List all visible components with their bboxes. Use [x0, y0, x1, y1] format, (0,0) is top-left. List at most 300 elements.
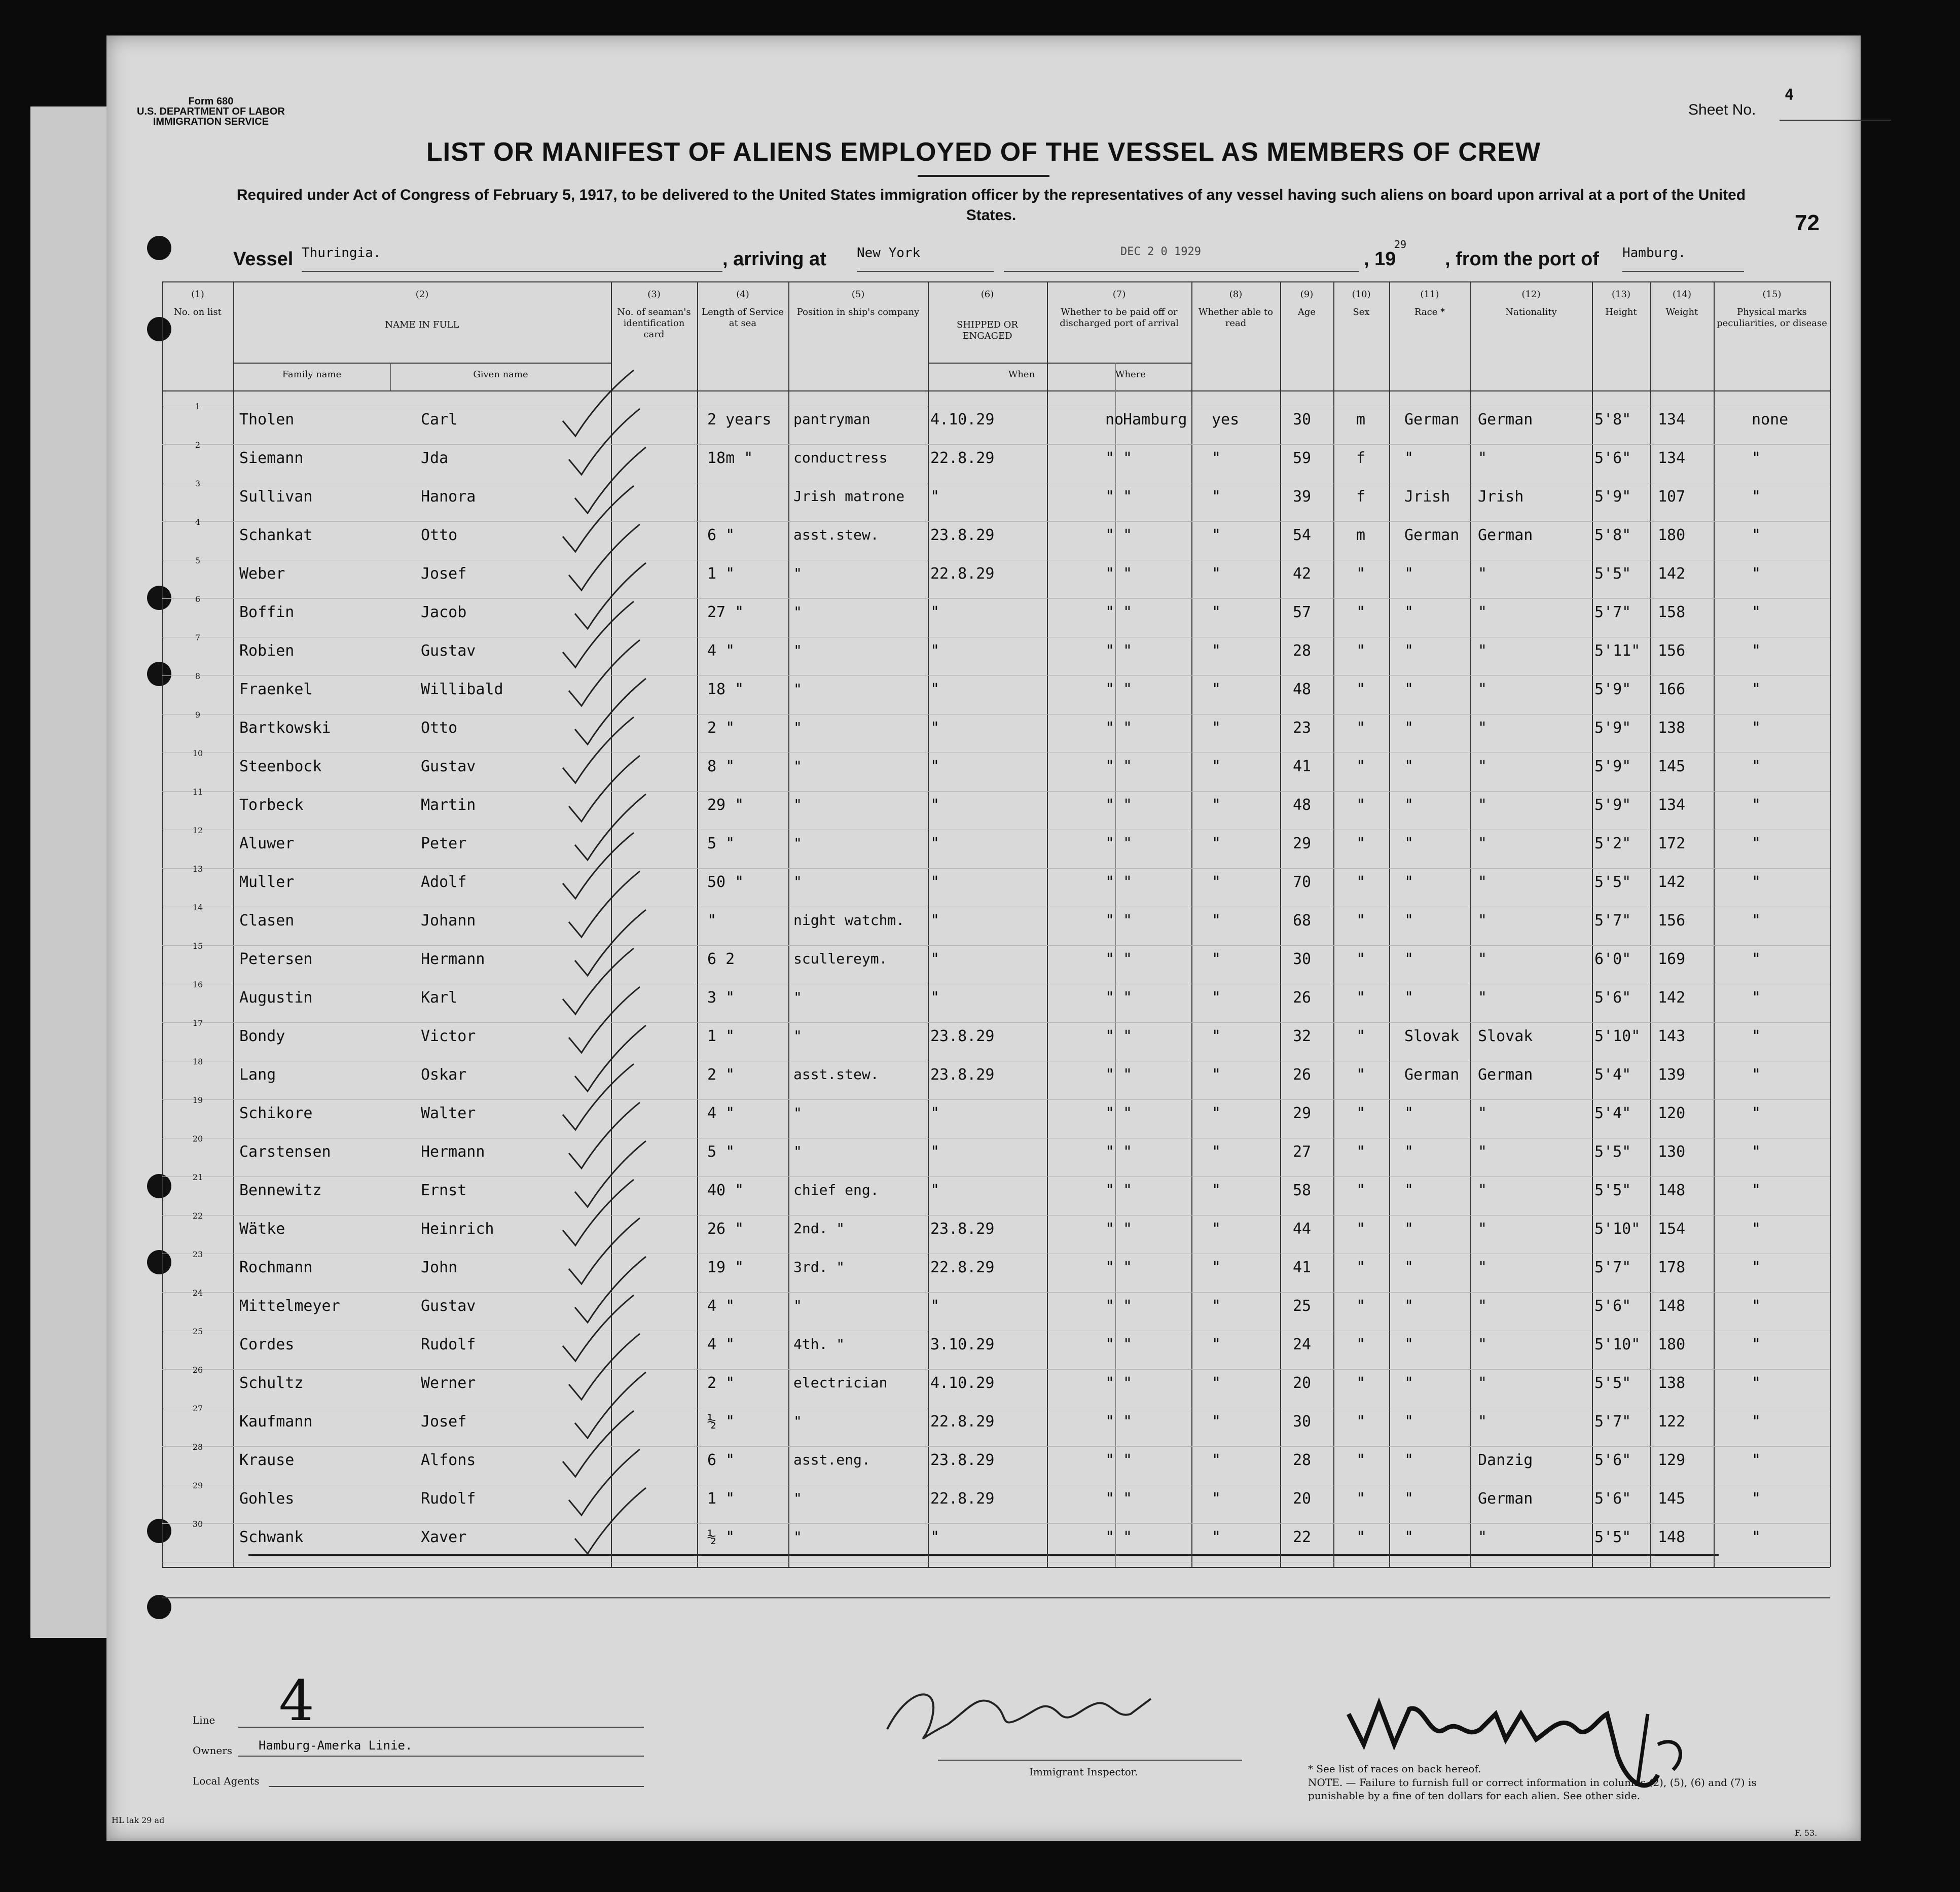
cell-sex: " — [1356, 603, 1366, 621]
cell-nat: " — [1478, 835, 1487, 852]
cell-paid: " — [1105, 835, 1115, 852]
cell-when: " — [930, 1182, 940, 1199]
column-rule — [1650, 281, 1651, 1567]
cell-weight: 138 — [1658, 719, 1686, 737]
row-number: 21 — [192, 1172, 203, 1182]
arriving-port: New York — [857, 245, 921, 261]
row-rule — [162, 714, 1830, 715]
cell-given: Josef — [421, 1413, 467, 1431]
cell-sex: m — [1356, 411, 1366, 429]
sheet-number-value: 4 — [1785, 86, 1794, 104]
cell-given: Oskar — [421, 1066, 467, 1084]
cell-marks: " — [1752, 835, 1761, 852]
cell-position: " — [793, 989, 802, 1006]
shipped-subheader-rule — [928, 363, 1191, 364]
cell-race: German — [1404, 526, 1460, 544]
cell-height: 5'10" — [1594, 1220, 1641, 1238]
cell-age: 20 — [1293, 1374, 1312, 1392]
cell-where: " — [1123, 873, 1133, 891]
cell-height: 5'6" — [1594, 1297, 1631, 1315]
year-label: , 19 — [1364, 248, 1396, 270]
cell-marks: " — [1752, 1104, 1761, 1122]
cell-given: Walter — [421, 1104, 476, 1122]
cell-where: " — [1123, 642, 1133, 660]
cell-nat: " — [1478, 1336, 1487, 1353]
cell-sex: " — [1356, 1066, 1366, 1084]
cell-position: asst.eng. — [793, 1451, 870, 1468]
cell-sex: f — [1356, 488, 1366, 506]
cell-family: Bartkowski — [239, 719, 331, 737]
cell-paid: " — [1105, 1374, 1115, 1392]
cell-read: " — [1212, 1143, 1221, 1161]
cell-read: " — [1212, 1104, 1221, 1122]
cell-read: " — [1212, 449, 1221, 467]
cell-service: 4 " — [707, 1297, 735, 1315]
cell-paid: " — [1105, 1143, 1115, 1161]
cell-age: 30 — [1293, 950, 1312, 968]
row-rule — [162, 675, 1830, 676]
cell-family: Krause — [239, 1451, 295, 1469]
cell-when: " — [930, 950, 940, 968]
page-title: LIST OR MANIFEST OF ALIENS EMPLOYED OF THE VESSEL AS MEMBERS OF CREW — [426, 137, 1541, 167]
cell-marks: " — [1752, 719, 1761, 737]
cell-where: " — [1123, 1374, 1133, 1392]
paid-off-header: Whether to be paid off or discharged port of arrival — [1060, 307, 1179, 329]
name-in-full-header-sub-a: Family name — [282, 369, 342, 380]
cell-paid: " — [1105, 950, 1115, 968]
cell-when: " — [930, 835, 940, 852]
row-number: 14 — [192, 903, 203, 912]
cell-height: 5'8" — [1594, 411, 1631, 429]
cell-position: " — [793, 1413, 802, 1430]
cell-service: 26 " — [707, 1220, 744, 1238]
cell-race: " — [1404, 758, 1414, 775]
cell-paid: " — [1105, 565, 1115, 583]
row-number: 11 — [192, 787, 203, 797]
cell-nat: " — [1478, 449, 1487, 467]
cell-service: 29 " — [707, 796, 744, 814]
cell-paid: " — [1105, 989, 1115, 1007]
cell-sex: " — [1356, 1528, 1366, 1546]
cell-age: 25 — [1293, 1297, 1312, 1315]
cell-race: " — [1404, 1336, 1414, 1353]
cell-service: 5 " — [707, 835, 735, 852]
cell-sex: " — [1356, 1259, 1366, 1276]
row-number: 23 — [192, 1250, 203, 1259]
cell-service: ½ " — [707, 1413, 735, 1431]
cell-nat: German — [1478, 1490, 1533, 1508]
cell-age: 70 — [1293, 873, 1312, 891]
cell-marks: " — [1752, 1066, 1761, 1084]
cell-age: 20 — [1293, 1490, 1312, 1508]
from-port-value: Hamburg. — [1622, 245, 1686, 261]
cell-sex: " — [1356, 912, 1366, 930]
row-rule — [162, 1099, 1830, 1100]
sex-header-number: (10) — [1352, 289, 1371, 300]
column-rule — [1592, 281, 1593, 1567]
column-rule — [1830, 281, 1831, 1567]
row-number: 27 — [192, 1404, 203, 1413]
cell-paid: " — [1105, 1259, 1115, 1276]
cell-where: " — [1123, 1143, 1133, 1161]
cell-family: Rochmann — [239, 1259, 313, 1276]
cell-race: " — [1404, 796, 1414, 814]
cell-marks: none — [1752, 411, 1789, 429]
cell-when: " — [930, 1528, 940, 1546]
weight-header: Weight — [1665, 307, 1698, 317]
cell-height: 5'9" — [1594, 796, 1631, 814]
cell-service: 1 " — [707, 1490, 735, 1508]
id-card-header: No. of seaman's identification card — [617, 307, 691, 340]
cell-race: " — [1404, 835, 1414, 852]
cell-paid: " — [1105, 1027, 1115, 1045]
cell-weight: 134 — [1658, 411, 1686, 429]
cell-height: 5'6" — [1594, 989, 1631, 1007]
vessel-name: Thuringia. — [302, 245, 381, 261]
cell-race: Slovak — [1404, 1027, 1460, 1045]
cell-marks: " — [1752, 526, 1761, 544]
inspector-signature — [877, 1668, 1161, 1750]
cell-sex: " — [1356, 1374, 1366, 1392]
row-number: 3 — [195, 479, 201, 488]
cell-service: 1 " — [707, 565, 735, 583]
no-on-list-header-number: (1) — [191, 289, 204, 300]
cell-paid: " — [1105, 1220, 1115, 1238]
cell-paid: " — [1105, 488, 1115, 506]
cell-age: 48 — [1293, 681, 1312, 698]
cell-given: Otto — [421, 526, 458, 544]
cell-family: Schwank — [239, 1528, 304, 1546]
cell-family: Cordes — [239, 1336, 295, 1353]
cell-sex: " — [1356, 642, 1366, 660]
cell-given: Gustav — [421, 642, 476, 660]
cell-weight: 156 — [1658, 912, 1686, 930]
owners-underline — [238, 1756, 644, 1757]
cell-when: 22.8.29 — [930, 449, 995, 467]
cell-nat: " — [1478, 1259, 1487, 1276]
cell-weight: 129 — [1658, 1451, 1686, 1469]
cell-sex: " — [1356, 1413, 1366, 1431]
margin-number: 72 — [1795, 210, 1820, 235]
cell-age: 44 — [1293, 1220, 1312, 1238]
cell-marks: " — [1752, 950, 1761, 968]
cell-given: Gustav — [421, 758, 476, 775]
row-rule — [162, 1369, 1830, 1370]
cell-where: " — [1123, 1182, 1133, 1199]
row-number: 20 — [192, 1134, 203, 1144]
shipped-engaged-header-sub-b: Where — [1115, 369, 1146, 380]
cell-read: " — [1212, 1336, 1221, 1353]
cell-height: 5'5" — [1594, 1182, 1631, 1199]
cell-read: " — [1212, 1528, 1221, 1546]
cell-weight: 166 — [1658, 681, 1686, 698]
cell-when: 3.10.29 — [930, 1336, 995, 1353]
cell-nat: " — [1478, 603, 1487, 621]
cell-height: 5'6" — [1594, 1451, 1631, 1469]
row-number: 25 — [192, 1327, 203, 1336]
cell-family: Muller — [239, 873, 295, 891]
cell-when: " — [930, 603, 940, 621]
cell-where: " — [1123, 526, 1133, 544]
cell-paid: " — [1105, 719, 1115, 737]
cell-when: " — [930, 719, 940, 737]
cell-read: " — [1212, 1182, 1221, 1199]
cell-sex: m — [1356, 526, 1366, 544]
cell-marks: " — [1752, 1182, 1761, 1199]
length-of-service-header: Length of Service at sea — [702, 307, 784, 329]
cell-where: " — [1123, 1490, 1133, 1508]
able-to-read-header: Whether able to read — [1198, 307, 1273, 329]
cell-sex: " — [1356, 719, 1366, 737]
cell-nat: " — [1478, 950, 1487, 968]
cell-service: 5 " — [707, 1143, 735, 1161]
cell-marks: " — [1752, 1413, 1761, 1431]
cell-family: Schikore — [239, 1104, 313, 1122]
cell-when: 23.8.29 — [930, 526, 995, 544]
cell-height: 6'0" — [1594, 950, 1631, 968]
cell-height: 5'9" — [1594, 719, 1631, 737]
cell-family: Clasen — [239, 912, 295, 930]
row-number: 5 — [195, 556, 201, 565]
cell-read: " — [1212, 719, 1221, 737]
cell-given: Jda — [421, 449, 449, 467]
cell-read: " — [1212, 1027, 1221, 1045]
cell-height: 5'7" — [1594, 912, 1631, 930]
age-header: Age — [1297, 307, 1316, 317]
cell-position: " — [793, 1297, 802, 1314]
cell-when: " — [930, 912, 940, 930]
cell-nat: " — [1478, 989, 1487, 1007]
date-stamp: DEC 2 0 1929 — [1120, 245, 1201, 258]
cell-service: 27 " — [707, 603, 744, 621]
cell-service: 4 " — [707, 1104, 735, 1122]
cell-where: " — [1123, 449, 1133, 467]
cell-weight: 156 — [1658, 642, 1686, 660]
cell-given: Karl — [421, 989, 458, 1007]
row-number: 19 — [192, 1095, 203, 1105]
cell-where: " — [1123, 1259, 1133, 1276]
cell-where: " — [1123, 796, 1133, 814]
agents-underline — [269, 1786, 644, 1787]
cell-where: " — [1123, 758, 1133, 775]
cell-read: " — [1212, 758, 1221, 775]
row-number: 7 — [195, 633, 201, 642]
cell-service: ½ " — [707, 1528, 735, 1546]
cell-marks: " — [1752, 873, 1761, 891]
cell-paid: " — [1105, 1336, 1115, 1353]
cell-family: Carstensen — [239, 1143, 331, 1161]
cell-sex: " — [1356, 873, 1366, 891]
cell-race: " — [1404, 565, 1414, 583]
local-agents-label: Local Agents — [193, 1775, 260, 1787]
row-rule — [162, 1176, 1830, 1177]
cell-marks: " — [1752, 449, 1761, 467]
cell-when: " — [930, 1297, 940, 1315]
cell-age: 23 — [1293, 719, 1312, 737]
cell-position: " — [793, 1528, 802, 1545]
cell-height: 5'5" — [1594, 565, 1631, 583]
cell-race: German — [1404, 411, 1460, 429]
cell-weight: 138 — [1658, 1374, 1686, 1392]
cell-service: 18 " — [707, 681, 744, 698]
table-header-rule — [162, 390, 1830, 391]
nationality-header-number: (12) — [1521, 289, 1541, 300]
cell-race: " — [1404, 1490, 1414, 1508]
position-header: Position in ship's company — [796, 307, 920, 317]
name-subheader-rule — [233, 363, 611, 364]
cell-weight: 180 — [1658, 1336, 1686, 1353]
cell-marks: " — [1752, 1220, 1761, 1238]
cell-given: John — [421, 1259, 458, 1276]
cell-weight: 139 — [1658, 1066, 1686, 1084]
cell-nat: " — [1478, 873, 1487, 891]
cell-family: Bondy — [239, 1027, 285, 1045]
sex-header: Sex — [1353, 307, 1370, 317]
cell-height: 5'10" — [1594, 1336, 1641, 1353]
cell-age: 41 — [1293, 1259, 1312, 1276]
cell-age: 32 — [1293, 1027, 1312, 1045]
row-number: 10 — [192, 748, 203, 758]
column-rule — [1714, 281, 1715, 1567]
position-header-number: (5) — [851, 289, 865, 300]
cell-position: " — [793, 835, 802, 851]
cell-race: " — [1404, 1220, 1414, 1238]
cell-position: pantryman — [793, 411, 870, 427]
row-number: 17 — [192, 1018, 203, 1028]
cell-read: " — [1212, 796, 1221, 814]
cell-race: German — [1404, 1066, 1460, 1084]
cell-weight: 148 — [1658, 1297, 1686, 1315]
row-number: 2 — [195, 440, 201, 450]
row-number: 24 — [192, 1288, 203, 1298]
row-rule — [162, 444, 1830, 445]
cell-service: 2 " — [707, 1374, 735, 1392]
cell-height: 5'11" — [1594, 642, 1641, 660]
cell-race: " — [1404, 1143, 1414, 1161]
cell-given: Xaver — [421, 1528, 467, 1546]
name-in-full-header-number: (2) — [415, 289, 429, 300]
cell-family: Boffin — [239, 603, 295, 621]
cell-marks: " — [1752, 1528, 1761, 1546]
cell-age: 30 — [1293, 1413, 1312, 1431]
physical-marks-header: Physical marks peculiarities, or disease — [1717, 307, 1827, 329]
column-rule — [697, 281, 698, 1567]
row-number: 13 — [192, 864, 203, 874]
cell-service: 8 " — [707, 758, 735, 775]
cell-read: " — [1212, 1490, 1221, 1508]
cell-weight: 142 — [1658, 565, 1686, 583]
cell-family: Mittelmeyer — [239, 1297, 340, 1315]
cell-when: 23.8.29 — [930, 1027, 995, 1045]
cell-sex: " — [1356, 989, 1366, 1007]
no-on-list-header: No. on list — [174, 307, 222, 317]
cell-family: Wätke — [239, 1220, 285, 1238]
row-rule — [162, 868, 1830, 869]
race-header: Race * — [1414, 307, 1445, 317]
cell-read: " — [1212, 565, 1221, 583]
cell-height: 5'6" — [1594, 1490, 1631, 1508]
table-footer-rule — [162, 1597, 1830, 1598]
cell-service: 4 " — [707, 642, 735, 660]
cell-nat: " — [1478, 912, 1487, 930]
shipped-engaged-header-sub-a: When — [1008, 369, 1035, 380]
cell-given: Rudolf — [421, 1336, 476, 1353]
row-number: 1 — [195, 402, 201, 411]
cell-family: Sullivan — [239, 488, 313, 506]
row-number: 28 — [192, 1442, 203, 1452]
cell-paid: no — [1105, 411, 1124, 429]
cell-paid: " — [1105, 1490, 1115, 1508]
row-rule — [162, 1022, 1830, 1023]
cell-nat: Jrish — [1478, 488, 1524, 506]
crew-table — [106, 35, 1861, 1841]
cell-age: 58 — [1293, 1182, 1312, 1199]
cell-given: Jacob — [421, 603, 467, 621]
cell-nat: " — [1478, 1182, 1487, 1199]
cell-marks: " — [1752, 603, 1761, 621]
cell-weight: 148 — [1658, 1528, 1686, 1546]
cell-service: 6 " — [707, 526, 735, 544]
cell-height: 5'5" — [1594, 1143, 1631, 1161]
cell-weight: 169 — [1658, 950, 1686, 968]
cell-read: " — [1212, 912, 1221, 930]
paid-off-header-number: (7) — [1112, 289, 1126, 300]
column-rule — [1389, 281, 1390, 1567]
cell-height: 5'9" — [1594, 681, 1631, 698]
cell-sex: " — [1356, 1220, 1366, 1238]
corner-code-right: F. 53. — [1795, 1828, 1818, 1838]
cell-weight: 178 — [1658, 1259, 1686, 1276]
cell-race: " — [1404, 719, 1414, 737]
row-number: 8 — [195, 671, 201, 681]
cell-position: 3rd. " — [793, 1259, 845, 1275]
cell-age: 39 — [1293, 488, 1312, 506]
row-rule — [162, 1523, 1830, 1524]
cell-nat: German — [1478, 526, 1533, 544]
cell-position: Jrish matrone — [793, 488, 905, 505]
cell-race: " — [1404, 873, 1414, 891]
cell-paid: " — [1105, 1413, 1115, 1431]
cell-sex: " — [1356, 565, 1366, 583]
cell-sex: " — [1356, 1297, 1366, 1315]
cell-service: 50 " — [707, 873, 744, 891]
cell-position: " — [793, 681, 802, 697]
cell-when: " — [930, 758, 940, 775]
cell-when: 23.8.29 — [930, 1066, 995, 1084]
cell-given: Heinrich — [421, 1220, 494, 1238]
cell-service: 2 " — [707, 719, 735, 737]
cell-position: " — [793, 1104, 802, 1121]
row-number: 6 — [195, 594, 201, 604]
cell-given: Victor — [421, 1027, 476, 1045]
owners-label: Owners — [193, 1744, 233, 1757]
cell-family: Steenbock — [239, 758, 322, 775]
cell-read: " — [1212, 1066, 1221, 1084]
cell-paid: " — [1105, 681, 1115, 698]
cell-position: electrician — [793, 1374, 888, 1391]
name-in-full-header: NAME IN FULL — [385, 319, 459, 330]
cell-height: 5'4" — [1594, 1066, 1631, 1084]
vessel-label: Vessel — [233, 248, 294, 270]
cell-age: 48 — [1293, 796, 1312, 814]
cell-height: 5'10" — [1594, 1027, 1641, 1045]
cell-nat: " — [1478, 796, 1487, 814]
cell-position: asst.stew. — [793, 1066, 879, 1083]
cell-sex: " — [1356, 1027, 1366, 1045]
cell-paid: " — [1105, 796, 1115, 814]
cell-read: " — [1212, 1259, 1221, 1276]
cell-height: 5'4" — [1594, 1104, 1631, 1122]
